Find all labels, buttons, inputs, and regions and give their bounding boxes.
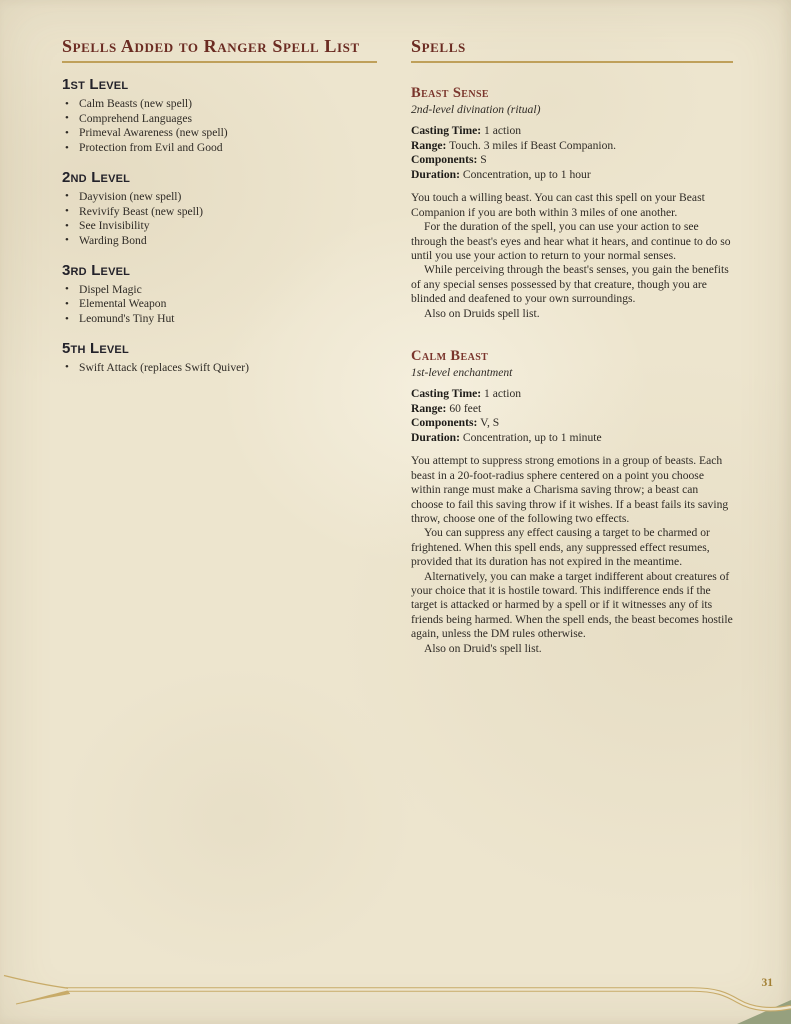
spell-stat-line xyxy=(411,168,733,183)
spell-stat-value: Touch. 3 miles if Beast Companion. xyxy=(449,138,617,152)
spell-list-item xyxy=(62,97,377,112)
spell-stat-label: Components: xyxy=(411,153,478,167)
spell-paragraph: You touch a willing beast. You can cast this spell on your Beast Companion if you are both within 3 miles of one another. xyxy=(411,191,705,219)
spell-list-item xyxy=(62,190,377,205)
bullet-icon: • xyxy=(65,234,69,247)
footer-line-outer xyxy=(66,990,791,1010)
spell-stat-block xyxy=(411,387,733,445)
spell-stat-block xyxy=(411,124,733,182)
spell-level-heading: 2nd Level xyxy=(62,168,131,186)
spell-level-section xyxy=(62,340,377,376)
spell-list-item-label: Elemental Weapon xyxy=(79,297,167,311)
bullet-icon: • xyxy=(65,97,69,110)
spell-paragraph: For the duration of the spell, you can use your action to see through the beast's eyes and hear what it hears, and continue to do so until you use your action to return to your normal senses. xyxy=(411,220,731,262)
spell-stat-value: 60 feet xyxy=(449,401,482,415)
spell-list-item xyxy=(62,112,377,127)
spell-paragraph: Also on Druids spell list. xyxy=(424,306,540,320)
footer-line-inner xyxy=(66,990,791,1010)
spell-list-item-label: Comprehend Languages xyxy=(79,111,193,125)
spell-list-item xyxy=(62,205,377,220)
spell-stat-label: Duration: xyxy=(411,430,460,444)
spell-list-item xyxy=(62,126,377,141)
spell-list xyxy=(62,97,377,156)
spells-column xyxy=(411,36,733,656)
spell-level-section xyxy=(62,76,377,156)
spell-block xyxy=(411,348,733,656)
spell-block xyxy=(411,85,733,321)
spell-list-item-label: Leomund's Tiny Hut xyxy=(79,312,175,326)
spell-level-sections xyxy=(62,76,377,375)
spell-list-item-label: Dayvision (new spell) xyxy=(79,189,182,203)
bullet-icon: • xyxy=(65,297,69,310)
spell-level-section xyxy=(62,169,377,249)
right-column-title: Spells xyxy=(411,36,466,56)
spell-level-heading: 3rd Level xyxy=(62,261,131,279)
bullet-icon: • xyxy=(65,141,69,154)
spell-stat-value: Concentration, up to 1 minute xyxy=(462,430,602,444)
spell-stat-value: 1 action xyxy=(484,387,522,401)
spell-level-section xyxy=(62,262,377,327)
spell-stat-label: Components: xyxy=(411,416,478,430)
spell-stat-line xyxy=(411,153,733,168)
spell-stat-label: Range: xyxy=(411,138,447,152)
spell-stat-label: Casting Time: xyxy=(411,124,482,137)
spell-list-item-label: Warding Bond xyxy=(79,233,147,247)
spell-school: 2nd-level divination (ritual) xyxy=(411,103,541,116)
spell-stat-label: Casting Time: xyxy=(411,387,482,401)
spell-paragraph: You attempt to suppress strong emotions in a group of beasts. Each beast in a 20-foot-radius sphere centered on a point you choose within range must make a Charisma saving throw; a beast can choose to fail this saving throw if it wishes. If a beast fails its saving throw, choose one of the following two effects. xyxy=(411,454,729,526)
spell-list-item-label: Primeval Awareness (new spell) xyxy=(79,126,228,140)
spell-list xyxy=(62,361,377,376)
spell-list-item xyxy=(62,219,377,234)
spell-list-item xyxy=(62,283,377,298)
bullet-icon: • xyxy=(65,112,69,125)
spell-paragraph: While perceiving through the beast's senses, you gain the benefits of any special senses possessed by that creature, though you are blinded and deafened to your own surroundings. xyxy=(411,263,729,306)
bullet-icon: • xyxy=(65,205,69,218)
spell-stat-line xyxy=(411,402,733,417)
spell-stat-value: 1 action xyxy=(484,124,522,137)
spell-stat-value: S xyxy=(480,153,487,167)
spell-stat-value: V, S xyxy=(480,416,500,430)
spell-stat-value: Concentration, up to 1 hour xyxy=(462,167,591,181)
right-title-rule xyxy=(411,61,733,63)
spell-stat-line xyxy=(411,431,733,446)
spell-name: Calm Beast xyxy=(411,348,489,365)
spell-stat-line xyxy=(411,124,733,139)
spell-list xyxy=(62,283,377,327)
spell-description xyxy=(411,191,733,321)
spell-stat-label: Range: xyxy=(411,401,447,415)
spell-list-item xyxy=(62,361,377,376)
spell-stat-line xyxy=(411,139,733,154)
spell-list-item-label: Dispel Magic xyxy=(79,282,142,296)
spell-list-item-label: Protection from Evil and Good xyxy=(79,141,223,155)
left-title-rule xyxy=(62,61,377,63)
spell-description xyxy=(411,454,733,656)
spell-name: Beast Sense xyxy=(411,85,490,101)
spell-list-item xyxy=(62,312,377,327)
footer-flourish-top xyxy=(4,976,68,989)
spell-list-item-label: See Invisibility xyxy=(79,219,150,233)
spell-school: 1st-level enchantment xyxy=(411,366,513,380)
bullet-icon: • xyxy=(65,190,69,203)
bullet-icon: • xyxy=(65,126,69,139)
spell-stat-line xyxy=(411,387,733,402)
bullet-icon: • xyxy=(65,283,69,296)
spell-list-item-label: Revivify Beast (new spell) xyxy=(79,204,203,218)
spell-list-item-label: Calm Beasts (new spell) xyxy=(79,97,193,110)
left-column-title: Spells Added to Ranger Spell List xyxy=(62,36,360,56)
spell-list-item xyxy=(62,297,377,312)
bullet-icon: • xyxy=(65,361,69,374)
spell-list-item xyxy=(62,141,377,156)
spell-list xyxy=(62,190,377,249)
footer-flourish-bottom xyxy=(16,991,70,1004)
spell-level-heading: 5th Level xyxy=(62,339,129,357)
bullet-icon: • xyxy=(65,219,69,232)
spell-stat-label: Duration: xyxy=(411,167,460,181)
spell-blocks xyxy=(411,85,733,656)
spell-list-item-label: Swift Attack (replaces Swift Quiver) xyxy=(79,360,249,374)
spell-paragraph: Alternatively, you can make a target indifferent about creatures of your choice that it is hostile toward. This indifference ends if the target is attacked or harmed by a spell or if it witnesses any of its friends being harmed. When the spell ends, the beast becomes hostile again, unless the DM rules otherwise. xyxy=(411,569,733,641)
bullet-icon: • xyxy=(65,312,69,325)
ranger-spell-list-column xyxy=(62,36,377,375)
spell-list-item xyxy=(62,234,377,249)
spell-paragraph: Also on Druid's spell list. xyxy=(424,641,542,655)
footer-ornament xyxy=(0,954,791,1024)
spell-stat-line xyxy=(411,416,733,431)
spell-paragraph: You can suppress any effect causing a target to be charmed or frightened. When this spell ends, any suppressed effect resumes, provided that its duration has not expired in the meantime. xyxy=(411,526,710,569)
spell-level-heading: 1st Level xyxy=(62,76,129,93)
page-number: 31 xyxy=(761,977,773,989)
